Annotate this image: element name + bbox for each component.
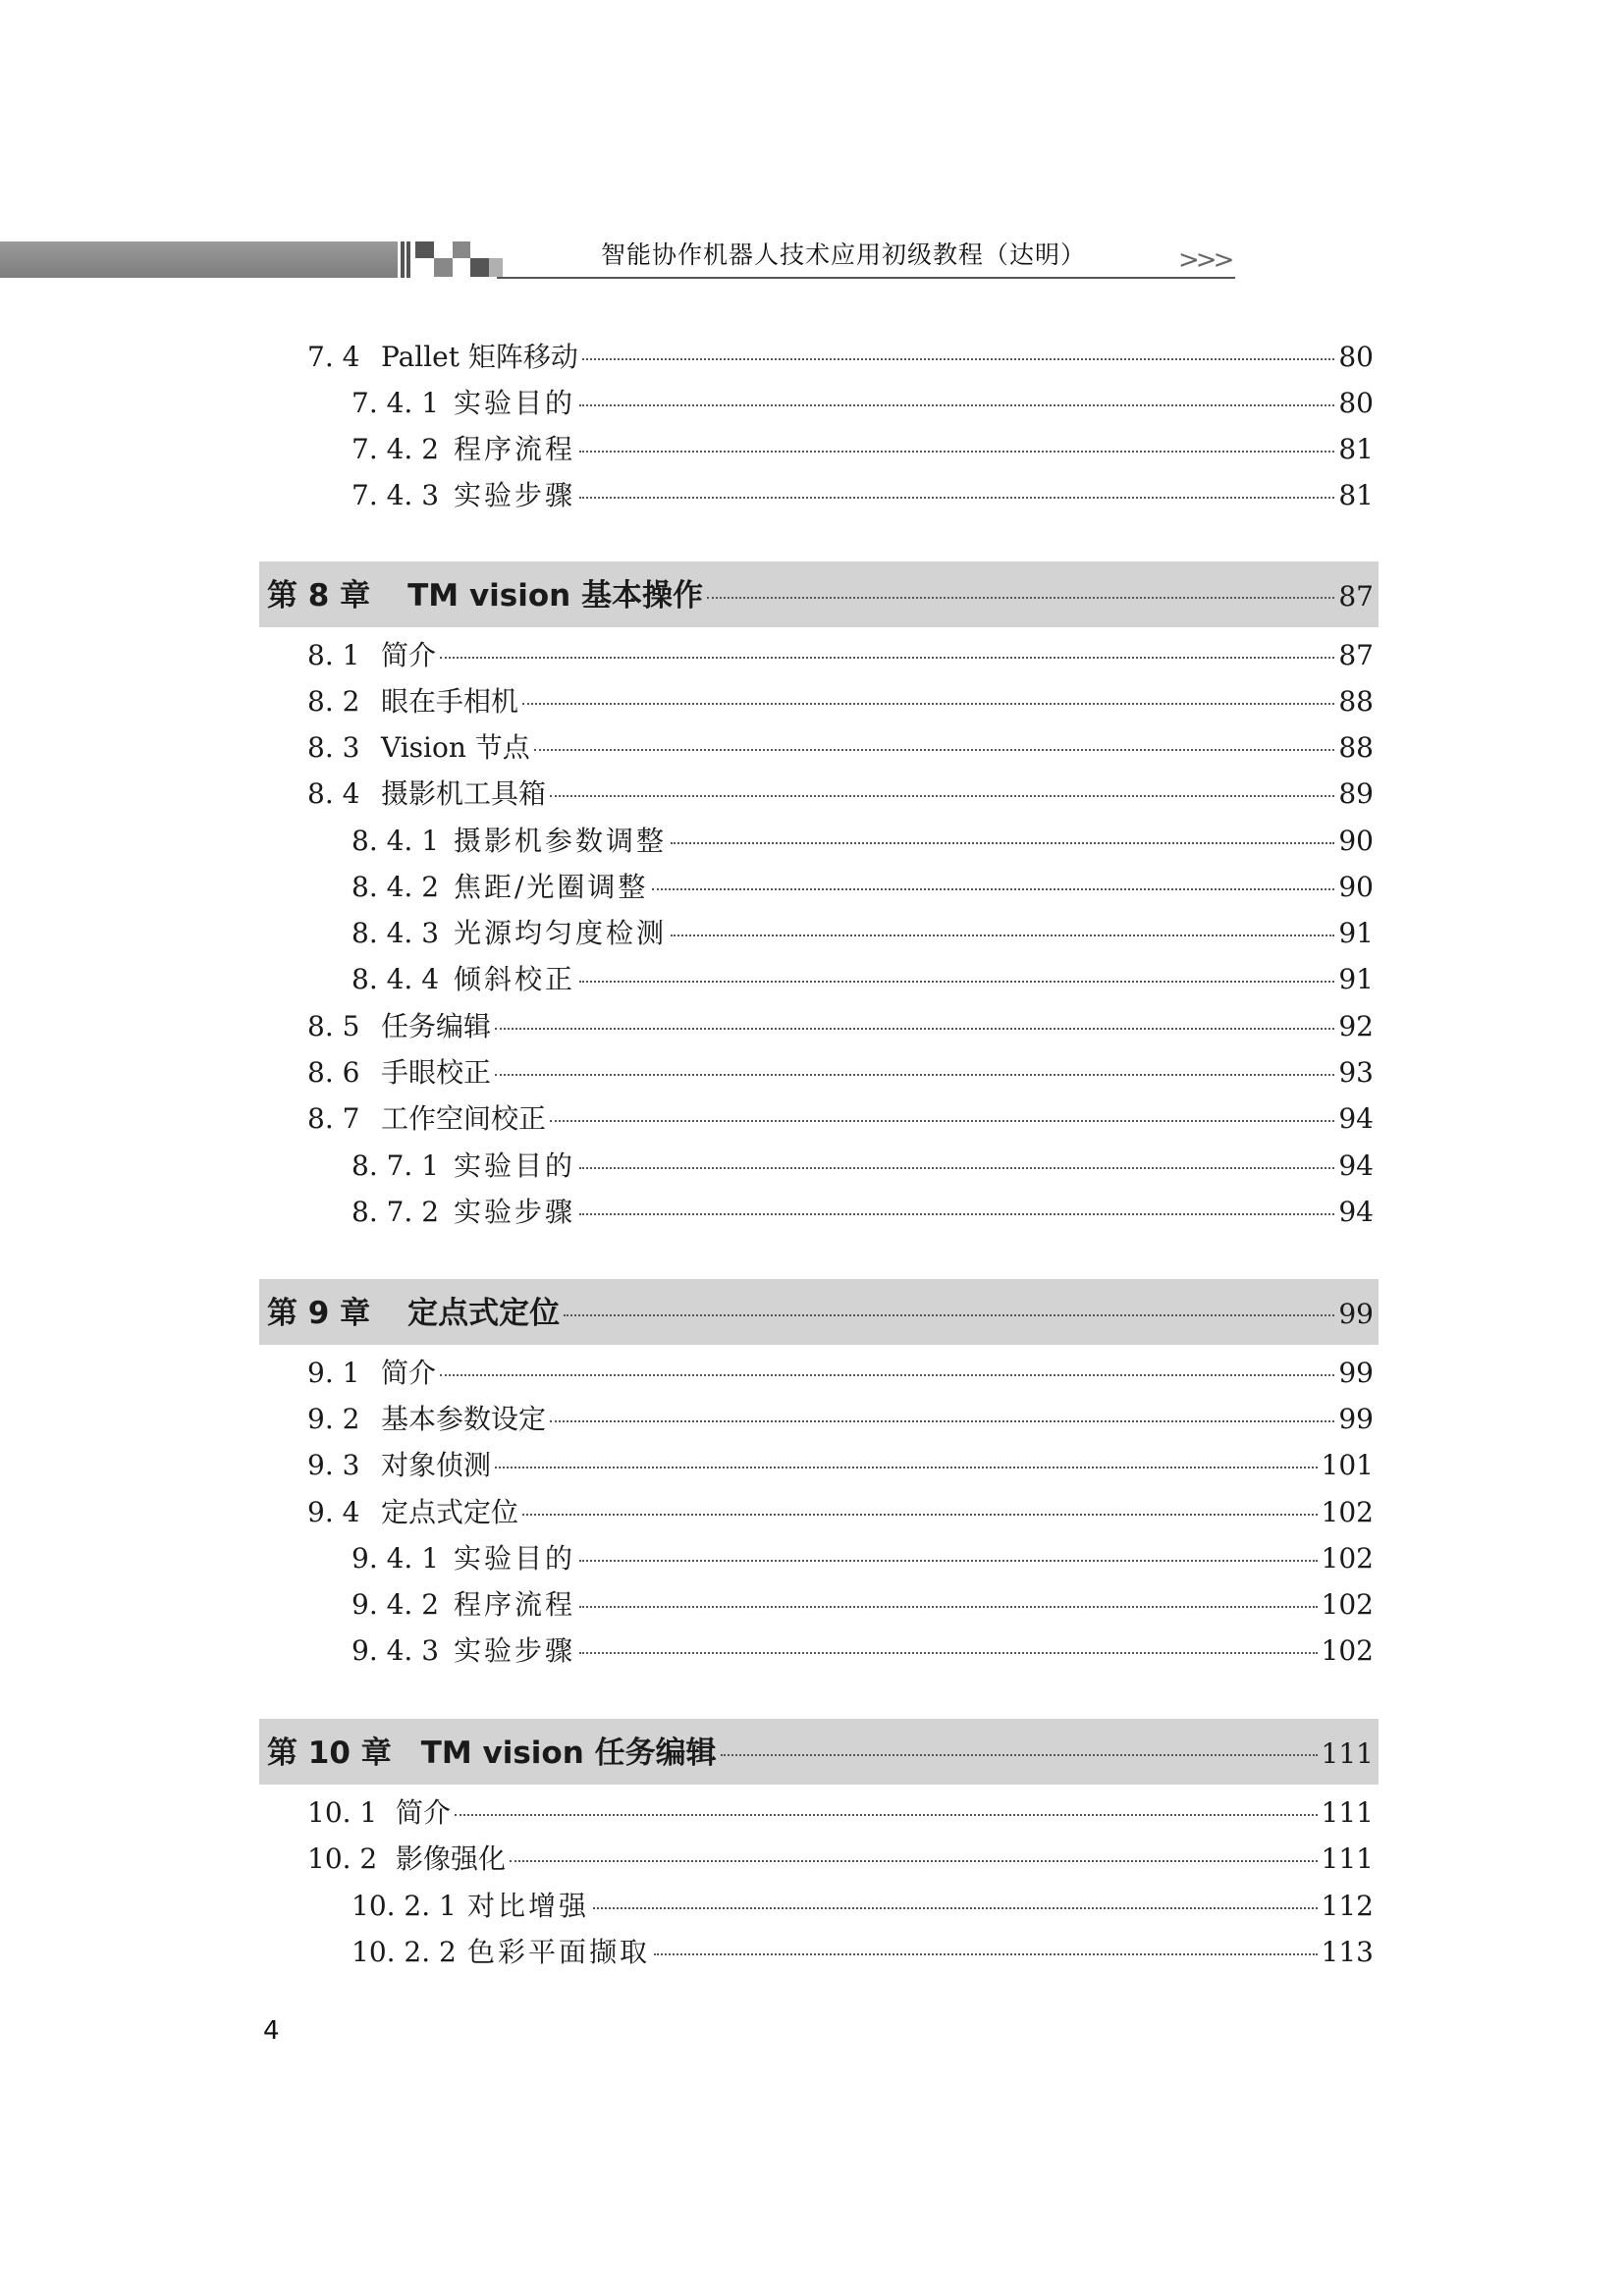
page-number: 89 [1338, 777, 1374, 810]
section-title: 简介 [381, 1357, 437, 1389]
chapter-title: 定点式定位 [407, 1296, 561, 1331]
page-number: 93 [1338, 1056, 1374, 1089]
page-number: 80 [1338, 341, 1374, 373]
page-number: 99 [1338, 1298, 1374, 1330]
section-title: 摄影机参数调整 [454, 825, 668, 857]
chapter-number: 第 8 章 [267, 578, 371, 614]
dot-leader [534, 749, 1335, 751]
page-folio-number: 4 [263, 2016, 280, 2046]
dot-leader [440, 657, 1334, 659]
section-title: 光源均匀度检测 [454, 917, 668, 949]
page-number: 90 [1338, 871, 1374, 903]
dot-leader [579, 1652, 1318, 1654]
dot-leader [654, 1953, 1318, 1955]
section-number: 10. 2. 1 [352, 1890, 457, 1922]
section-number: 8. 6 [307, 1056, 360, 1089]
section-number: 8. 4. 1 [352, 825, 440, 857]
toc-entry[interactable] [352, 1193, 1374, 1232]
page-number: 91 [1338, 963, 1374, 995]
page-number: 81 [1338, 479, 1374, 511]
toc-entry[interactable] [307, 1840, 1374, 1879]
dot-leader [579, 1167, 1334, 1169]
section-title: 影像强化 [396, 1842, 507, 1875]
toc-entry[interactable] [352, 914, 1374, 953]
page-number: 102 [1321, 1634, 1374, 1667]
section-title: 基本参数设定 [381, 1403, 547, 1435]
toc-entry[interactable] [352, 960, 1374, 999]
section-number: 7. 4 [307, 341, 360, 373]
dot-leader [721, 1754, 1318, 1756]
section-title: 实验步骤 [454, 479, 576, 511]
header-checker-square [434, 258, 453, 277]
section-number: 8. 4. 4 [352, 963, 440, 995]
chapter-entry[interactable] [267, 571, 1374, 620]
toc-entry[interactable] [307, 1354, 1374, 1393]
dot-leader [579, 497, 1334, 499]
page-number: 111 [1321, 1796, 1374, 1829]
chapter-entry[interactable] [267, 1729, 1374, 1778]
header-arrows-icon: >>> [1178, 245, 1231, 275]
header-rule [497, 277, 1235, 279]
dot-leader [579, 981, 1334, 983]
page-number: 94 [1338, 1102, 1374, 1135]
section-number: 8. 5 [307, 1010, 360, 1042]
dot-leader [455, 1814, 1318, 1816]
page-number: 88 [1338, 731, 1374, 764]
section-title: 实验步骤 [454, 1634, 576, 1667]
page-number: 94 [1338, 1196, 1374, 1228]
dot-leader [671, 934, 1334, 936]
toc-entry[interactable] [307, 728, 1374, 768]
section-title: 对比增强 [467, 1890, 590, 1922]
dot-leader [582, 358, 1334, 360]
toc-entry[interactable] [307, 682, 1374, 721]
section-title: 简介 [396, 1796, 452, 1829]
section-title: 实验目的 [454, 387, 576, 419]
dot-leader [579, 1560, 1318, 1562]
section-title: 程序流程 [454, 1588, 576, 1621]
dot-leader [564, 1314, 1334, 1316]
toc-entry[interactable] [352, 430, 1374, 469]
page-number: 91 [1338, 917, 1374, 949]
page-number: 81 [1338, 433, 1374, 465]
section-title: 手眼校正 [381, 1056, 492, 1089]
header-stripe [406, 241, 410, 278]
toc-entry[interactable] [307, 636, 1374, 675]
dot-leader [510, 1860, 1318, 1862]
section-title: 任务编辑 [381, 1010, 492, 1042]
page-number: 112 [1321, 1890, 1374, 1922]
chapter-number: 第 10 章 [267, 1735, 392, 1771]
section-title: 实验目的 [454, 1542, 576, 1575]
dot-leader [495, 1074, 1334, 1076]
header-gray-bar [0, 241, 398, 278]
toc-entry[interactable] [307, 338, 1374, 377]
page-number: 87 [1338, 580, 1374, 613]
dot-leader [579, 404, 1334, 406]
toc-entry[interactable] [307, 1400, 1374, 1439]
dot-leader [579, 1606, 1318, 1608]
section-title: 眼在手相机 [381, 685, 519, 718]
chapter-title: TM vision 基本操作 [407, 578, 704, 614]
chapter-title: TM vision 任务编辑 [420, 1735, 717, 1771]
dot-leader [550, 795, 1334, 797]
toc-entry[interactable] [307, 1007, 1374, 1046]
page-number: 87 [1338, 639, 1374, 671]
chapter-entry[interactable] [267, 1289, 1374, 1338]
page-number: 111 [1321, 1842, 1374, 1875]
dot-leader [671, 842, 1334, 844]
running-head-title: 智能协作机器人技术应用初级教程（达明） [601, 240, 1087, 269]
section-number: 9. 3 [307, 1449, 360, 1481]
toc-entry[interactable] [307, 1053, 1374, 1093]
page-number: 99 [1338, 1357, 1374, 1389]
section-title: 摄影机工具箱 [381, 777, 547, 810]
toc-entry[interactable] [352, 1539, 1374, 1578]
toc-entry[interactable] [352, 1933, 1374, 1972]
toc-entry[interactable] [352, 384, 1374, 423]
header-checker-square [415, 241, 434, 258]
section-number: 9. 4 [307, 1496, 360, 1528]
section-title: 程序流程 [454, 433, 576, 465]
section-number: 8. 4. 2 [352, 871, 440, 903]
section-title: 对象侦测 [381, 1449, 492, 1481]
section-title: 定点式定位 [381, 1496, 519, 1528]
section-number: 8. 7. 2 [352, 1196, 440, 1228]
dot-leader [440, 1374, 1334, 1376]
page-number: 94 [1338, 1149, 1374, 1182]
section-number: 8. 4. 3 [352, 917, 440, 949]
section-title: 焦距/光圈调整 [454, 871, 649, 903]
page-number: 113 [1321, 1936, 1374, 1968]
section-number: 9. 1 [307, 1357, 360, 1389]
section-number: 10. 1 [307, 1796, 378, 1829]
section-number: 8. 4 [307, 777, 360, 810]
dot-leader [522, 703, 1334, 705]
page-number: 111 [1321, 1737, 1374, 1770]
toc-entry[interactable] [307, 774, 1374, 814]
header-stripe [401, 241, 405, 278]
toc-entry[interactable] [352, 1147, 1374, 1186]
page-number: 102 [1321, 1496, 1374, 1528]
dot-leader [579, 1213, 1334, 1215]
toc-entry[interactable] [352, 868, 1374, 907]
dot-leader [579, 451, 1334, 453]
page-number: 99 [1338, 1403, 1374, 1435]
section-number: 7. 4. 1 [352, 387, 440, 419]
page-number: 102 [1321, 1588, 1374, 1621]
section-number: 8. 7 [307, 1102, 360, 1135]
section-number: 8. 2 [307, 685, 360, 718]
toc-entry[interactable] [352, 822, 1374, 861]
section-number: 8. 3 [307, 731, 360, 764]
page-number: 80 [1338, 387, 1374, 419]
section-number: 7. 4. 3 [352, 479, 440, 511]
section-number: 10. 2. 2 [352, 1936, 457, 1968]
section-number: 7. 4. 2 [352, 433, 440, 465]
toc-entry[interactable] [352, 1887, 1374, 1926]
section-number: 9. 4. 2 [352, 1588, 440, 1621]
section-title: 简介 [381, 639, 437, 671]
section-title: 倾斜校正 [454, 963, 576, 995]
section-title: Vision 节点 [381, 731, 530, 764]
page-number: 90 [1338, 825, 1374, 857]
section-title: 工作空间校正 [381, 1102, 547, 1135]
section-number: 9. 4. 3 [352, 1634, 440, 1667]
toc-entry[interactable] [352, 1585, 1374, 1625]
section-title: Pallet 矩阵移动 [381, 341, 578, 373]
header-checker-square [470, 258, 489, 277]
section-title: 色彩平面撷取 [467, 1936, 651, 1968]
page-number: 102 [1321, 1542, 1374, 1575]
chapter-number: 第 9 章 [267, 1296, 371, 1331]
toc-entry[interactable] [352, 1631, 1374, 1671]
page-number: 92 [1338, 1010, 1374, 1042]
dot-leader [707, 597, 1334, 599]
toc-entry[interactable] [307, 1446, 1374, 1485]
dot-leader [652, 888, 1334, 890]
dot-leader [495, 1028, 1334, 1030]
section-number: 8. 1 [307, 639, 360, 671]
dot-leader [522, 1514, 1318, 1516]
toc-entry[interactable] [307, 1793, 1374, 1833]
toc-entry[interactable] [307, 1099, 1374, 1139]
section-number: 9. 2 [307, 1403, 360, 1435]
section-number: 9. 4. 1 [352, 1542, 440, 1575]
section-number: 8. 7. 1 [352, 1149, 440, 1182]
section-number: 10. 2 [307, 1842, 378, 1875]
page-number: 101 [1321, 1449, 1374, 1481]
page-number: 88 [1338, 685, 1374, 718]
header-checker-square [453, 241, 470, 258]
dot-leader [550, 1120, 1334, 1122]
header-checker-square [489, 258, 503, 277]
dot-leader [495, 1467, 1318, 1468]
toc-entry[interactable] [352, 476, 1374, 515]
section-title: 实验步骤 [454, 1196, 576, 1228]
dot-leader [550, 1420, 1334, 1422]
section-title: 实验目的 [454, 1149, 576, 1182]
dot-leader [593, 1907, 1318, 1909]
toc-entry[interactable] [307, 1493, 1374, 1532]
